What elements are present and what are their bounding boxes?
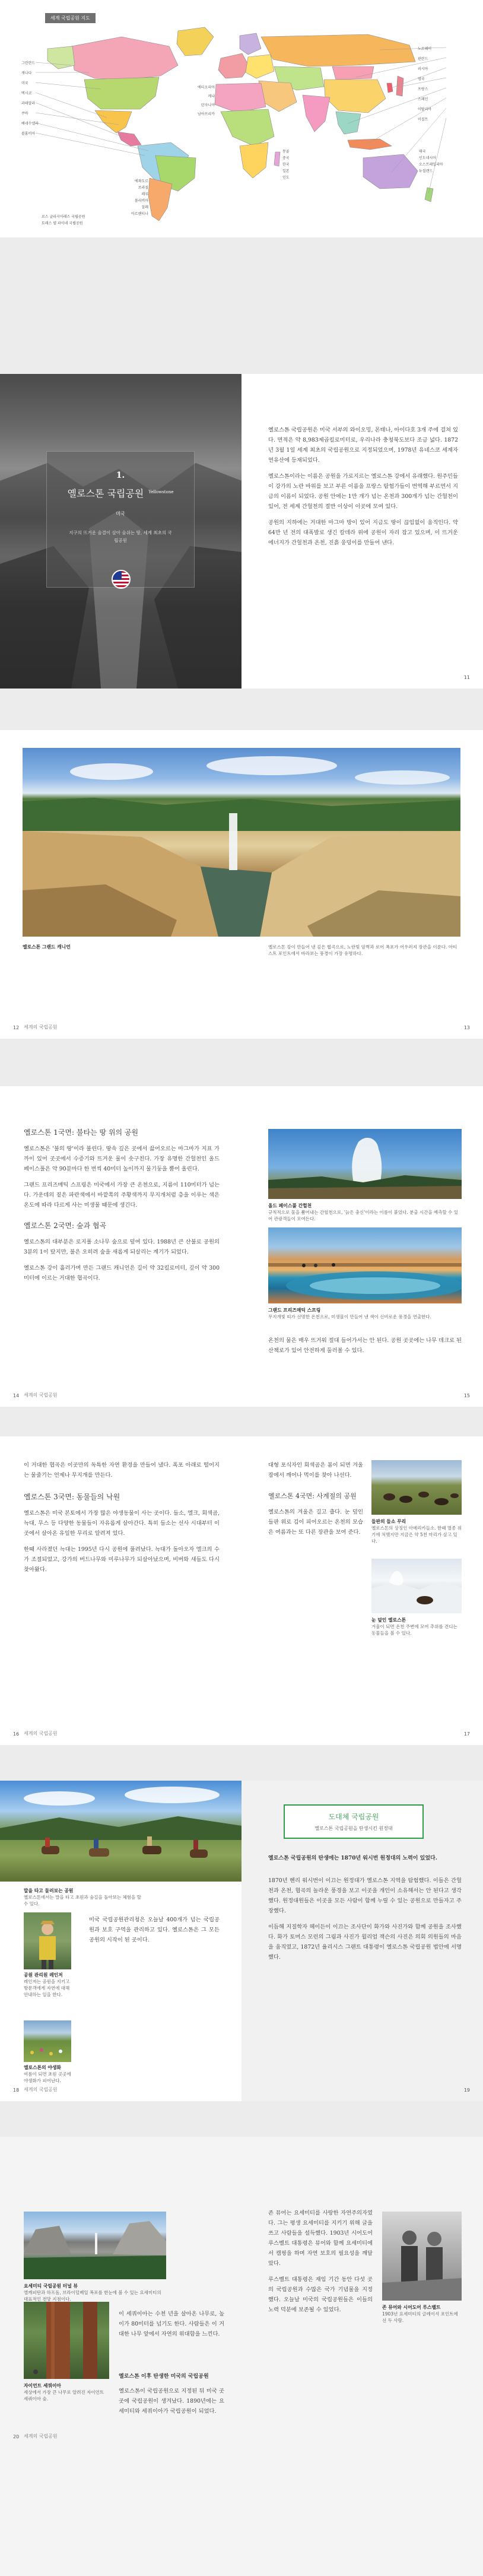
map-label: 페루 <box>141 192 148 196</box>
sequoia-section-heading: 옐로스톤 이후 탄생한 미국의 국립공원 <box>119 2374 209 2380</box>
map-page <box>0 0 483 237</box>
yosemite-tunnel-view-photo <box>24 2212 166 2279</box>
map-labels-left-lower <box>101 178 148 217</box>
chapter-title-card <box>46 451 195 588</box>
section-heading: 옐로스톤 3국면: 동물들의 낙원 <box>24 1493 120 1501</box>
chapter-number: 1. <box>116 471 125 480</box>
page-number: 16 <box>13 1731 20 1737</box>
chapter-spread <box>0 374 483 689</box>
grand-prismatic-caption: 그랜드 프리즈매틱 스프링 무지개빛 띠가 선명한 온천으로, 미생물이 만들어 낸 색이 신비로운 풍경을 연출한다. <box>268 1308 431 1319</box>
map-labels-left <box>21 58 63 139</box>
map-label: 스페인 <box>418 97 428 101</box>
wildflower-caption: 옐로스톤의 야생화 여름이 되면 초원 곳곳에 야생화가 피어난다. <box>24 2065 71 2083</box>
map-label: 케냐 <box>208 94 215 99</box>
middle-text: 이 세쿼이아는 수천 년을 살아온 나무로, 높이가 80미터를 넘기도 한다. 사람들은 이 거대한 나무 앞에서 자연의 위대함을 느낀다. <box>119 2311 224 2337</box>
bison-caption: 들판의 들소 무리 옐로스톤의 상징인 아메리카들소. 한때 멸종 위기에 처했지만 지금은 약 5천 마리가 살고 있다. <box>371 1519 462 1544</box>
old-faithful-caption: 올드 페이스풀 간헐천 규칙적으로 물을 뿜어내는 간헐천으로, '늙은 충신'이라는 이름이 붙었다. 분출 시간을 예측할 수 있어 관광객들이 모여든다. <box>268 1203 459 1222</box>
lower-text: 옐로스톤이 국립공원으로 지정된 뒤 미국 곳곳에 국립공원이 생겨났다. 1890년에는 요세미티와 세쿼이아가 국립공원이 되었다. <box>119 2388 224 2415</box>
map-label: 영국 <box>418 77 425 81</box>
map-label: 토레스 델 파이네 국립공원 <box>42 221 83 226</box>
page-gap <box>0 1407 483 1436</box>
section-heading: 옐로스톤 1국면: 불타는 땅 위의 공원 <box>24 1128 139 1137</box>
wildlife-middle-column <box>268 1460 363 1537</box>
photo-caption-left: 옐로스톤 그랜드 캐니언 <box>23 944 71 950</box>
paragraph: 옐로스톤 강이 흘러가며 만든 그랜드 캐니언은 길이 약 32킬로미터, 깊이 약 300미터에 이르는 거대한 협곡이다. <box>24 1265 220 1281</box>
old-faithful-photo <box>268 1129 462 1199</box>
page-number: 12 <box>13 1025 20 1030</box>
map-label: 브라질 <box>138 186 148 190</box>
map-label: 프랑스 <box>418 87 428 91</box>
paragraph: 옐로스톤은 미국 본토에서 가장 많은 야생동물이 사는 곳이다. 들소, 엘크, 회색곰, 늑대, 무스 등 다양한 동물들이 자유롭게 살아간다. 특히 들소는 선사 시대부터 이곳에서 살아온 유일한 무리로 알려져 있다. <box>24 1510 220 1537</box>
page-gap <box>0 2101 483 2137</box>
map-labels-asia <box>282 148 342 181</box>
paragraph: 루스벨트 대통령은 재임 기간 동안 다섯 곳의 국립공원과 수많은 국가 기념물을 지정했다. 오늘날 미국의 국립공원들은 이들의 노력 덕분에 보존될 수 있었다. <box>268 2276 373 2313</box>
feature-lead: 옐로스톤 국립공원의 탄생에는 1870년 워시번 원정대의 노력이 있었다. <box>268 1855 437 1861</box>
map-label: 로스 글라시아레스 국립공원 <box>42 215 85 219</box>
map-label: 인도네시아 <box>419 156 436 160</box>
paragraph: 옐로스톤의 대부분은 로지폴 소나무 숲으로 덮여 있다. 1988년 큰 산불로 공원의 3분의 1이 탔지만, 불은 오히려 숲을 새롭게 되살리는 계기가 되었다. <box>24 1239 220 1255</box>
feature-text <box>268 1876 462 1962</box>
page-number: 13 <box>463 1025 470 1030</box>
book-title-footer: 세계의 국립공원 <box>24 2434 58 2439</box>
map-label: 오스트레일리아 <box>419 163 443 167</box>
map-label: 뉴질랜드 <box>419 169 433 173</box>
paragraph: 옐로스톤은 '불의 땅'이라 불린다. 땅속 깊은 곳에서 끓어오르는 마그마가 지표 가까이 있어 곳곳에서 수증기와 뜨거운 물이 솟구친다. 가장 유명한 간헐천인 올드 페이스풀은 약 90분마다 한 번씩 40미터 높이까지 물기둥을 뿜어 올린다. <box>24 1146 220 1172</box>
bison-herd-photo <box>371 1460 462 1515</box>
page-number: 19 <box>463 2088 470 2093</box>
map-label: 핀란드 <box>418 57 428 61</box>
map-label: 베네수엘라 <box>21 122 39 126</box>
page-number: 17 <box>463 1731 470 1737</box>
horseback-riding-photo <box>0 1781 242 1882</box>
page-gap <box>0 1039 483 1086</box>
left-column-text: 미국 국립공원관리청은 오늘날 400개가 넘는 국립공원과 보호 구역을 관리하고 있다. 옐로스톤은 그 모든 공원의 시작이 된 곳이다. <box>89 1917 220 1943</box>
map-label: 한국 <box>282 163 290 167</box>
muir-roosevelt-caption: 존 뮤어와 시어도어 루스벨트 1903년 요세미티의 글레이셔 포인트에 선 두 사람. <box>382 2305 458 2323</box>
map-label: 칠레 <box>141 205 148 210</box>
yosemite-spread <box>0 2137 483 2576</box>
map-label: 과테말라 <box>21 101 36 106</box>
canyon-photo-spread <box>0 730 483 1039</box>
paragraph: 그랜드 프리즈매틱 스프링은 미국에서 가장 큰 온천으로, 지름이 110미터가 넘는다. 가운데의 짙은 파란색에서 바깥쪽의 주황색까지 무지개처럼 층을 이루는 색은 온도에 따라 다르게 사는 미생물 때문에 생긴다. <box>24 1182 220 1208</box>
page-number: 18 <box>13 2088 20 2093</box>
map-label: 인도 <box>282 176 290 180</box>
map-label: 태국 <box>419 150 426 154</box>
page-number: 20 <box>13 2434 20 2439</box>
page-number: 15 <box>463 1393 470 1398</box>
page-gap <box>0 689 483 730</box>
right-column-text: 온천의 물은 매우 뜨거워 절대 들어가서는 안 된다. 공원 곳곳에는 나무 데크로 된 산책로가 있어 안전하게 둘러볼 수 있다. <box>268 1337 462 1354</box>
us-flag-badge <box>112 570 131 589</box>
horseback-caption: 말을 타고 둘러보는 공원 옐로스톤에서는 말을 타고 초원과 숲길을 돌아보는 체험을 할 수 있다. <box>24 1888 141 1906</box>
map-label: 볼리비아 <box>134 199 148 203</box>
page-gap <box>0 237 483 374</box>
yosemite-right-text <box>268 2208 373 2315</box>
page-gap <box>0 1745 483 1781</box>
map-label: 러시아 <box>418 67 428 71</box>
section-heading: 옐로스톤 4국면: 사계절의 공원 <box>268 1492 357 1500</box>
map-badge: 세계 국립공원 지도 <box>45 13 96 23</box>
map-labels-right <box>418 44 465 125</box>
yosemite-caption: 요세미티 국립공원 터널 뷰 엘캐피탄과 하프돔, 브라이덜베일 폭포를 한눈에 볼 수 있는 요세미티의 대표적인 전망 지점이다. <box>24 2283 161 2302</box>
map-label: 캐나다 <box>21 71 32 75</box>
map-labels-bottom <box>42 214 160 227</box>
paragraph: 한때 사라졌던 늑대는 1995년 다시 공원에 풀려났다. 늑대가 돌아오자 엘크의 수가 조절되었고, 강가의 버드나무와 미루나무가 되살아났으며, 비버와 새들도 다시 찾아왔다. <box>24 1546 220 1573</box>
map-label: 그린란드 <box>21 61 36 65</box>
paragraph: 옐로스톤이라는 이름은 공원을 가로지르는 옐로스톤 강에서 유래했다. 원주민들이 강가의 노란 바위를 보고 부른 이름을 프랑스 탐험가들이 번역해 부르면서 지금의 이름이 되었다. 공원 안에는 1만 개가 넘는 온천과 300개가 넘는 간헐천이 있어, 전 세계 간헐천의 절반 이상이 이곳에 모여 있다. <box>268 473 459 510</box>
map-label: 노르웨이 <box>418 47 432 51</box>
paragraph: 1870년 헨리 워시번이 이끄는 원정대가 옐로스톤 지역을 탐험했다. 이들은 간헐천과 온천, 협곡의 놀라운 풍경을 보고 이곳을 개인이 소유해서는 안 된다고 생각했다. 원정대원들은 이곳을 모든 사람이 함께 누릴 수 있는 공원으로 만들자고 주장했다. <box>268 1877 462 1914</box>
history-spread <box>0 1781 483 2101</box>
map-label: 미국 <box>21 81 28 85</box>
feature-box-title: 도대체 국립공원 <box>328 1813 379 1821</box>
paragraph: 옐로스톤의 겨울은 길고 춥다. 눈 덮인 들판 위로 김이 피어오르는 온천의 모습은 여름과는 또 다른 장관을 보여 준다. <box>268 1509 363 1536</box>
page-number: 11 <box>463 675 470 680</box>
map-label: 에콰도르 <box>134 179 148 183</box>
geyser-spread <box>0 1086 483 1407</box>
section-heading: 옐로스톤 2국면: 숲과 협곡 <box>24 1222 107 1230</box>
feature-box-subtitle: 옐로스톤 국립공원을 탄생시킨 원정대 <box>314 1826 393 1831</box>
feature-box <box>284 1804 424 1839</box>
map-label: 에티오피아 <box>198 85 215 90</box>
muir-roosevelt-photo <box>382 2212 462 2301</box>
book-title-footer: 세계의 국립공원 <box>24 1392 58 1398</box>
map-labels-oceania <box>419 148 472 175</box>
chapter-title: 옐로스톤 국립공원 $^{Yellowstone}$ <box>67 488 174 499</box>
map-label: 남아프리카 <box>198 112 215 116</box>
grand-prismatic-photo <box>268 1227 462 1303</box>
sequoia-photo <box>24 2302 109 2379</box>
sequoia-caption: 자이언트 세쿼이아 세상에서 가장 큰 나무로 알려진 자이언트 세쿼이아 숲. <box>24 2383 104 2401</box>
wildlife-spread <box>0 1436 483 1745</box>
photo-caption-right: 옐로스톤 강이 만들어 낸 깊은 협곡으로, 노란빛 암벽과 로어 폭포가 어우러져 장관을 이룬다. 아티스트 포인트에서 바라보는 풍경이 가장 유명하다. <box>268 944 457 956</box>
chapter-intro-text <box>268 425 458 548</box>
ranger-photo <box>24 1912 71 1969</box>
geyser-left-column <box>24 1128 220 1283</box>
paragraph: 이 거대한 협곡은 이곳만의 독특한 자연 환경을 만들어 냈다. 폭포 아래로 떨어지는 물줄기는 언제나 무지개를 만든다. <box>24 1462 220 1479</box>
map-label: 멕시코 <box>21 91 32 96</box>
map-label: 아르헨티나 <box>131 212 148 216</box>
map-label: 중국 <box>282 156 290 160</box>
paragraph: 공원의 지하에는 거대한 마그마 방이 있어 지금도 땅이 끊임없이 움직인다. 약 64만 년 전의 대폭발로 생긴 칼데라 위에 공원이 자리 잡고 있으며, 이 뜨거운 에너지가 간헐천과 온천, 진흙 웅덩이를 만들어 낸다. <box>268 519 458 546</box>
chapter-blurb: 지구의 뜨거운 숨결이 살아 숨쉬는 땅, 세계 최초의 국립공원 <box>69 530 172 543</box>
map-label: 쿠바 <box>21 112 28 116</box>
book-title-footer: 세계의 국립공원 <box>24 1731 58 1736</box>
winter-yellowstone-photo <box>371 1559 462 1613</box>
page-number: 14 <box>13 1393 20 1398</box>
paragraph: 옐로스톤 국립공원은 미국 서부의 와이오밍, 몬태나, 아이다호 3개 주에 걸쳐 있다. 면적은 약 8,983제곱킬로미터로, 우리나라 충청북도보다 조금 넓다. 1872년 3월 1일 세계 최초의 국립공원으로 지정되었으며, 1978년 유네스코 세계자연유산에 등재되었다. <box>268 427 458 464</box>
wildlife-left-column <box>24 1460 220 1575</box>
paragraph: 존 뮤어는 요세미티를 사랑한 자연주의자였다. 그는 평생 요세미티를 지키기 위해 글을 쓰고 사람들을 설득했다. 1903년 시어도어 루스벨트 대통령은 뮤어와 함께 요세미티에서 캠핑을 하며 자연 보호의 필요성을 깨달았다. <box>268 2210 373 2267</box>
book-title-footer: 세계의 국립공원 <box>24 2087 58 2092</box>
book-title-footer: 세계의 국립공원 <box>24 1024 58 1030</box>
map-madagascar <box>274 152 280 166</box>
map-label: 일본 <box>282 169 290 173</box>
map-label: 이집트 <box>418 118 428 122</box>
world-map <box>0 0 483 237</box>
map-label: 이탈리아 <box>418 107 432 112</box>
chapter-subtitle: 미국 <box>116 511 125 516</box>
map-label: 몽골 <box>282 150 290 154</box>
ranger-caption: 공원 관리원 레인저 레인저는 공원을 지키고 방문객에게 자연에 대해 안내하는 일을 한다. <box>24 1972 70 1997</box>
paragraph: 대형 포식자인 회색곰은 봄이 되면 겨울잠에서 깨어나 먹이를 찾아 나선다. <box>268 1462 363 1479</box>
map-label: 콜롬비아 <box>21 132 36 136</box>
grand-canyon-yellowstone-photo <box>23 748 460 937</box>
map-mongolia <box>332 66 374 80</box>
paragraph: 이듬해 지질학자 헤이든이 이끄는 조사단이 화가와 사진가와 함께 공원을 조사했다. 화가 토머스 모런의 그림과 사진가 윌리엄 잭슨의 사진은 의회 의원들의 마음을 움직였고, 1872년 율리시스 그랜트 대통령이 옐로스톤 국립공원 법안에 서명했다. <box>268 1924 462 1960</box>
map-labels-africa <box>189 83 215 119</box>
winter-caption: 눈 덮인 옐로스톤 겨울이 되면 온천 주변에 모여 추위를 견디는 동물들을 볼 수 있다. <box>371 1617 457 1636</box>
map-label: 탄자니아 <box>201 103 215 107</box>
wildflower-photo <box>24 2020 71 2062</box>
